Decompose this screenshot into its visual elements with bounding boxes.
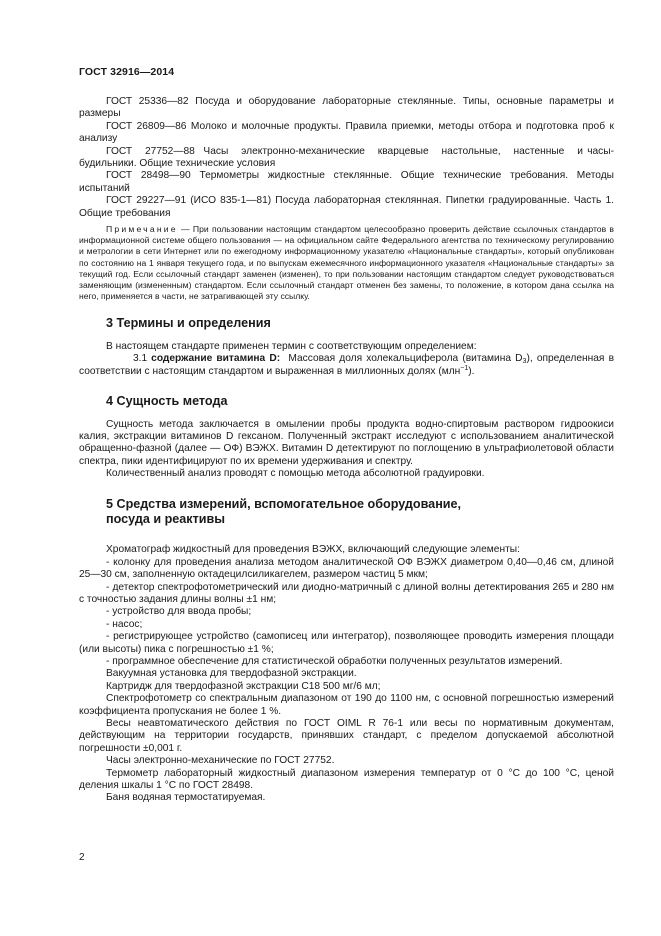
equipment-item: - насос; xyxy=(106,618,143,630)
term-def-subscript: 3 xyxy=(522,358,527,366)
term-name: содержание витамина D: xyxy=(151,353,281,365)
reference-item: ГОСТ 25336—82 Посуда и оборудование лабораторные стеклянные. Типы, основные параметры и размеры xyxy=(79,96,614,120)
reference-item: ГОСТ 26809—86 Молоко и молочные продукты. Правила приемки, методы отбора и подготовка проб к анализу xyxy=(79,120,614,145)
section-heading-terms: 3 Термины и определения xyxy=(106,316,271,331)
term-definition xyxy=(79,353,614,378)
heading-line: 5 Средства измерений, вспомогательное оборудование, xyxy=(106,496,462,511)
equipment-list xyxy=(79,544,614,805)
essence-paragraph: Количественный анализ проводят с помощью метода абсолютной градуировки. xyxy=(106,468,485,480)
note-label: Примечание xyxy=(106,224,178,235)
essence-paragraph: Сущность метода заключается в омылении пробы продукта водно-спиртовым раствором гидроокиси калия, экстракции витаминов D гексаном. Полученный экстракт исследуют с использованием аналитической обращенно-фазной (далее — ОФ) ВЭЖХ. Витамин D детектируют по поглощению в ультрафиолетовой области спектра, пики идентифицируют по их времени удерживания и спектру. xyxy=(79,418,614,467)
equipment-item: Вакуумная установка для твердофазной экстракции. xyxy=(106,668,357,680)
equipment-item: Спектрофотометр со спектральным диапазоном от 190 до 1100 нм, с основной погрешностью измерений коэффициента пропускания не более 1 %. xyxy=(79,693,614,717)
equipment-item: Часы электронно-механические по ГОСТ 27752. xyxy=(106,755,335,767)
section-heading-means xyxy=(79,497,614,528)
term-number: 3.1 xyxy=(133,353,148,365)
equipment-item: - колонку для проведения анализа методом аналитической ОФ ВЭЖХ диаметром 0,40—0,46 см, длиной 25—30 см, заполненную октадецилсиликагелем, размером частиц 5 мкм; xyxy=(79,556,614,581)
document-header: ГОСТ 32916—2014 xyxy=(79,66,175,78)
term-def-superscript: −1 xyxy=(460,364,469,372)
heading-line: посуда и реактивы xyxy=(106,511,225,526)
note-paragraph xyxy=(79,224,614,302)
equipment-item: Картридж для твердофазной экстракции С18 500 мг/6 мл; xyxy=(106,680,381,692)
terms-intro: В настоящем стандарте применен термин с соответствующим определением: xyxy=(106,340,477,352)
equipment-item: Весы неавтоматического действия по ГОСТ OIML R 76-1 или весы по нормативным документам, действующим на территории государств, принявших стандарт, с пределом допускаемой абсолютной погрешности ±0,001 г. xyxy=(79,718,614,754)
equipment-item: Хроматограф жидкостный для проведения ВЭЖХ, включающий следующие элементы: xyxy=(106,544,520,556)
equipment-item: - программное обеспечение для статистической обработки полученных результатов измерений. xyxy=(106,656,563,668)
page-number: 2 xyxy=(79,852,85,863)
term-def-part: Массовая доля холекальциферола (витамина D xyxy=(280,353,523,365)
equipment-item: - детектор спектрофотометрический или диодно-матричный с длиной волны детектирования 265 и 280 нм с точностью задания длины волны ±1 нм; xyxy=(79,581,614,605)
term-def-part: ). xyxy=(468,365,475,377)
equipment-item: Баня водяная термостатируемая. xyxy=(106,792,266,804)
note-text: — При пользовании настоящим стандартом целесообразно проверить действие ссылочных стандартов в информационной системе общего пользования — на официальном сайте Федерального агентства по техническому регулированию и метрологии в сети Интернет или по ежегодному информационному указателю «Национальные стандарты», который опубликован по состоянию на 1 января текущего года, и по выпускам ежемесячного информационного указателя «Национальные стандарты» за текущий год. Если ссылочный стандарт заменен (изменен), то при пользовании настоящим стандартом следует руководствоваться заменяющим (измененным) стандартом. Если ссылочный стандарт отменен без замены, то положение, в котором дана ссылка на него, применяется в части, не затрагивающей эту ссылку. xyxy=(79,224,614,302)
term-def-part: ), определенная в соответствии с настоящим стандартом и выраженная в миллионных долях (млн xyxy=(79,353,614,377)
reference-item: ГОСТ 28498—90 Термометры жидкостные стеклянные. Общие технические требования. Методы испытаний xyxy=(79,170,614,194)
reference-item: ГОСТ 29227—91 (ИСО 835-1—81) Посуда лабораторная стеклянная. Пипетки градуированные. Часть 1. Общие требования xyxy=(79,195,614,219)
equipment-item: - устройство для ввода пробы; xyxy=(106,606,252,618)
equipment-item: - регистрирующее устройство (самописец или интегратор), позволяющее проводить измерения площади (или высоты) пика с погрешностью ±1 %; xyxy=(79,631,614,655)
page-content xyxy=(79,96,614,805)
reference-item: ГОСТ 27752—88 Часы электронно-механические кварцевые настольные, настенные и часы-будильники. Общие технические условия xyxy=(79,145,614,170)
equipment-item: Термометр лабораторный жидкостный диапазоном измерения температур от 0 °С до 100 °С, ценой деления шкалы 1 °С по ГОСТ 28498. xyxy=(79,767,614,792)
section-heading-essence: 4 Сущность метода xyxy=(106,394,228,409)
